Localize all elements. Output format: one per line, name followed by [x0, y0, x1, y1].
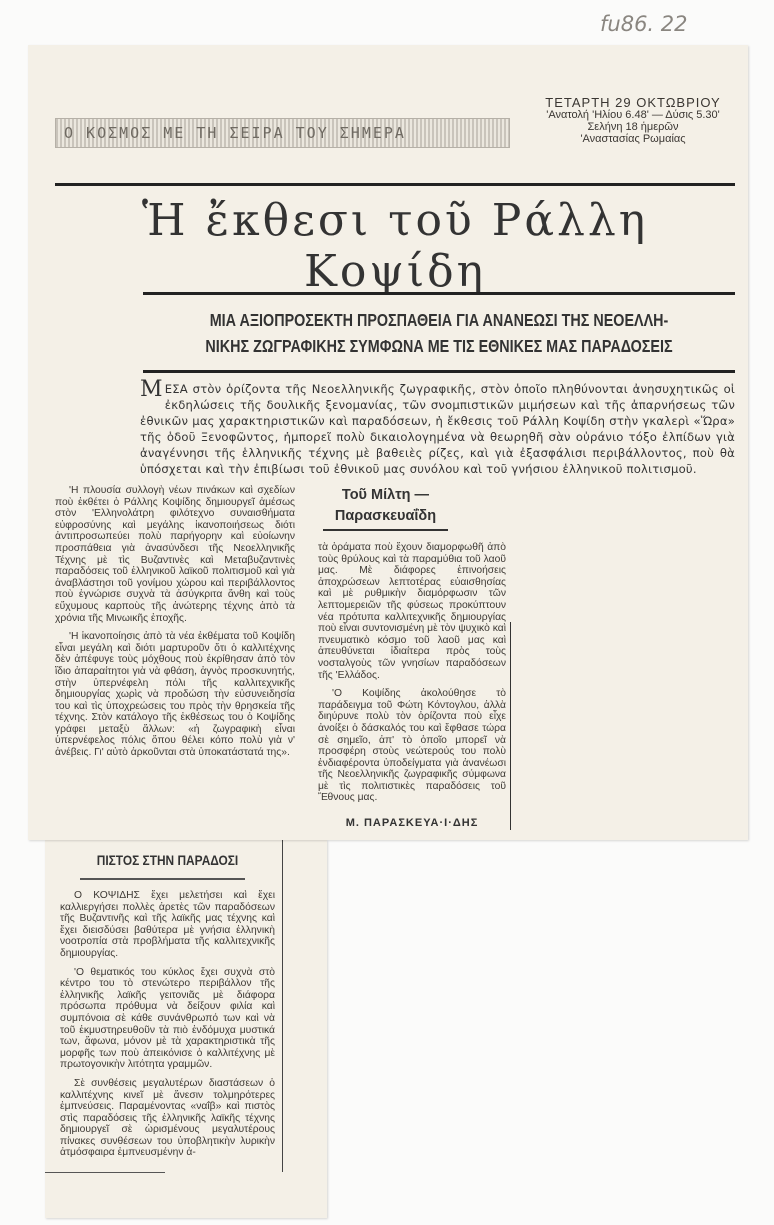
- saint-line: 'Αναστασίας Ρωμαίας: [580, 133, 686, 145]
- clipping-main: [28, 45, 748, 840]
- paragraph: 'Η πλουσία συλλογὴ νέων πινάκων καὶ σχεδίων ποὺ ἐκθέτει ὁ Ράλλης Κοψίδης δημιουργεῖ ἀμέσως στὸν 'Ελληνολάτρη φιλότεχνο συναισθήματα εὐφροσύνης καὶ μεγάλης ἱκανοποιήσεως διότι ἀντιπροσωπεύει πολὺ παρήγορην καὶ εὐοίωνην προσπάθεια γιὰ ἀνασύνδεσι τῆς Νεοελληνικῆς Τέχνης μὲ τὶς Βυζαντινὲς καὶ Μεταβυζαντινὲς παραδόσεις τοῦ ἑλληνικοῦ λαϊκοῦ πολιτισμοῦ καὶ γιὰ ἀναβλάστησι τοῦ γονίμου χώρου καὶ περιβάλλοντος ποὺ ἐγνώρισε συχνὰ τὰ ἀσύγκριτα ἄνθη καὶ τοὺς εὔχυμους καρποὺς τῆς ἀνώτερης τέχνης ἀπὸ τὰ χρόνια τῆς Μινωικῆς ἐποχῆς.: [55, 485, 295, 624]
- paragraph: τὰ ὁράματα ποὺ ἔχουν διαμορφωθῆ ἀπὸ τοὺς θρύλους καὶ τὰ παραμύθια τοῦ λαοῦ μας. Μὲ διάφορες ἐπινοήσεις ἀποχρώσεων λεπτοτέρας εὐαισθησίας καὶ μὲ ρυθμικὴν διαμόρφωσιν τῶν λεπτομερειῶν τῆς φύσεως προκύπτουν νέα πρότυπα καλλιτεχνικῆς δημιουργίας ποὺ εἶναι συντονισμένη μὲ τὸν ψυχικὸ καὶ πνευματικὸ κόσμο τοῦ λαοῦ μας καὶ ἀπευθύνεται ἰδιαίτερα πρὸς τοὺς νοσταλγοὺς τῶν γνησίων παραδόσεων τῆς 'Ελλάδος.: [318, 542, 506, 681]
- divider: [55, 183, 735, 186]
- paragraph: Σὲ συνθέσεις μεγαλυτέρων διαστάσεων ὁ καλλιτέχνης κινεῖ μὲ ἄνεσιν τολμηρότερες ἐμπνεύσεις. Παραμένοντας «ναΐβ» καὶ πιστὸς στὶς παραδόσεις τῆς ἑλληνικῆς λαϊκῆς τέχνης δημιουργεῖ σὲ ὡρισμένους μεγαλυτέρους πίνακες συνθέσεων του ὑποβλητικὴν λυρικὴν ἀτμόσφαιρα ἐμπνευσμένην ἀ-: [60, 1077, 275, 1159]
- byline-line: Τοῦ Μίλτη —: [341, 487, 430, 503]
- column-rule: [282, 840, 283, 1172]
- column-rule: [510, 622, 511, 830]
- article-title: Ἡ ἔκθεσι τοῦ Ράλλη Κοψίδη: [141, 195, 649, 297]
- paragraph: Ο ΚΟΨΙΔΗΣ ἔχει μελετήσει καὶ ἔχει καλλιεργήσει πολλὲς ἀρετὲς τῶν παραδόσεων τῆς Βυζαντινῆς καὶ τῆς λαϊκῆς μας τέχνης καὶ ἔχει διεισδύσει βαθύτερα μὲ γνήσια ἑλληνικὴ νοοτροπία στὰ προβλήματα τῆς καλλιτεχνικῆς δημιουργίας.: [60, 890, 275, 959]
- date-block: [523, 97, 743, 145]
- sun-line: 'Ανατολή 'Ηλίου 6.48' — Δύσις 5.30': [546, 109, 720, 121]
- intro-text: ΕΣΑ στὸν ὁρίζοντα τῆς Νεοελληνικῆς ζωγραφικῆς, στὸν ὁποῖο πληθύνονται ἀνησυχητικῶς οἱ ἐκδηλώσεις τῆς δουλικῆς ξενομανίας, τῶν σνομπιστικῶν μιμήσεων καὶ τῆς ἀπαρνήσεως τῶν ἐθνικῶν μας χαρακτηριστικῶν καὶ παραδόσεων, ἡ ἔκθεσις τοῦ Ράλλη Κοψίδη στὴν γκαλερὶ «Ὥρα» τῆς ὁδοῦ Ξενοφῶντος, ἠμπορεῖ πολὺ δικαιολογημένα νὰ θεωρηθῆ σὰν οὐράνιο τόξο ἐλπίδων γιὰ ἀναγέννησι τῆς ἑλληνικῆς τέχνης μὲ βαθειὲς ρίζες, καὶ γιὰ ἐξασφάλισι περιβάλλοντος, ποὺ θὰ ὑπόσχεται καὶ τὴν ἐπιβίωσι τοῦ ἐθνικοῦ μας συνόλου καὶ τοῦ γνήσιου ἑλληνικοῦ πολιτισμοῦ.: [140, 382, 735, 476]
- handwritten-note: fu86. 22: [600, 12, 688, 36]
- paragraph: 'Ο θεματικός του κύκλος ἔχει συχνὰ στὸ κέντρο του τὸ στενώτερο περιβάλλον τῆς ἑλληνικῆς λαϊκῆς γειτονιᾶς μὲ διάφορα πρόσωπα πρόθυμα νὰ δείξουν φιλία καὶ συμπόνοια σὲ κάθε συνάνθρωπό των καὶ νὰ τοῦ ἐκμυστηρευθοῦν τὰ πιὸ ἐνδόμυχα μυστικά των, ἄφωνα, μόνον μὲ τὰ χαρακτηριστικὰ τῆς μορφῆς των ποὺ ἀπεικόνισε ὁ καλλιτέχνης μὲ πρωτογονικὴν λιτότητα γραμμῶν.: [60, 966, 275, 1071]
- article-intro: [140, 377, 735, 477]
- divider: [45, 1172, 165, 1173]
- article-subtitle-box: [143, 292, 735, 373]
- byline-line: Παρασκευαΐδη: [334, 508, 437, 524]
- drop-cap: Μ: [140, 377, 163, 402]
- divider: [80, 878, 245, 880]
- moon-line: Σελήνη 18 ἡμερῶν: [587, 121, 679, 133]
- byline: [318, 485, 453, 531]
- clipping-continuation: [45, 840, 327, 1218]
- paragraph: 'Η ἱκανοποίησις ἀπὸ τὰ νέα ἐκθέματα τοῦ Κοψίδη εἶναι μεγάλη καὶ διότι μαρτυροῦν ὅτι ὁ καλλιτέχνης δὲν ἀπέφυγε τοὺς μόχθους ποὺ ἐκρίθησαν ἀπὸ τὸν ἴδιο ἀπαραίτητοι γιὰ νὰ φθάση, ἁγνὸς προσκυνητής, στὴν ὑπερνέφελη πόλι τῆς καλλιτεχνικῆς δημιουργίας χωρὶς νὰ προδώση τὴν εὐσυνειδησία του καὶ τὶς ὑποχρεώσεις του πρὸς τὴν θρησκεία τῆς τέχνης. Στὸν κατάλογο τῆς ἐκθέσεως του ὁ Κοψίδης γράφει μεταξὺ ἄλλων: «ἡ ζωγραφικὴ εἶναι ὑπερνέφελος πόλις ὅπου θέλει κόπο πολὺ γιὰ ν' ἀνέβεις. Γι' αὐτὸ ἀρκοῦνται στὰ ὑποκατάστατά της».: [55, 631, 295, 759]
- signature: Μ. ΠΑΡΑΣΚΕΥΑ·Ι·ΔΗΣ: [345, 817, 479, 829]
- masthead-banner: Ο ΚΟΣΜΟΣ ΜΕ ΤΗ ΣΕΙΡΑ ΤΟΥ ΣΗΜΕΡΑ: [55, 118, 510, 148]
- left-column: [55, 485, 295, 766]
- article-subtitle: ΜΙΑ ΑΞΙΟΠΡΟΣΕΚΤΗ ΠΡΟΣΠΑΘΕΙΑ ΓΙΑ ΑΝΑΝΕΩΣΙ ΤΗΣ ΝΕΟΕΛΛΗ- ΝΙΚΗΣ ΖΩΓΡΑΦΙΚΗΣ ΣΥΜΦΩΝΑ ΜΕ ΤΙΣ ΕΘΝΙΚΕΣ ΜΑΣ ΠΑΡΑΔΟΣΕΙΣ: [205, 309, 673, 356]
- paragraph: 'Ο Κοψίδης ἀκολούθησε τὸ παράδειγμα τοῦ Φώτη Κόντογλου, ἀλλὰ διηύρυνε πολὺ τὸν ὁρίζοντα ποὺ εἶχε ἀνοίξει ὁ δάσκαλός του καὶ ἔφθασε τώρα σὲ σημεῖο, ἀπ' τὸ ὁποῖο μπορεῖ νὰ προσφέρη στοὺς νεώτερούς του πολὺ ἐνδιαφέροντα ὑποδείγματα γιὰ ἀνανέωσι τῆς Νεοελληνικῆς ζωγραφικῆς σύμφωνα μὲ τὶς πολιτιστικὲς παραδόσεις τοῦ Ἔθνους μας.: [318, 688, 506, 804]
- section-heading: ΠΙΣΤΟΣ ΣΤΗΝ ΠΑΡΑΔΟΣΙ: [96, 852, 239, 868]
- continuation-column: [60, 890, 275, 1166]
- right-column: [318, 542, 506, 811]
- date-line: ΤΕΤΑΡΤΗ 29 ΟΚΤΩΒΡΙΟΥ: [545, 95, 721, 110]
